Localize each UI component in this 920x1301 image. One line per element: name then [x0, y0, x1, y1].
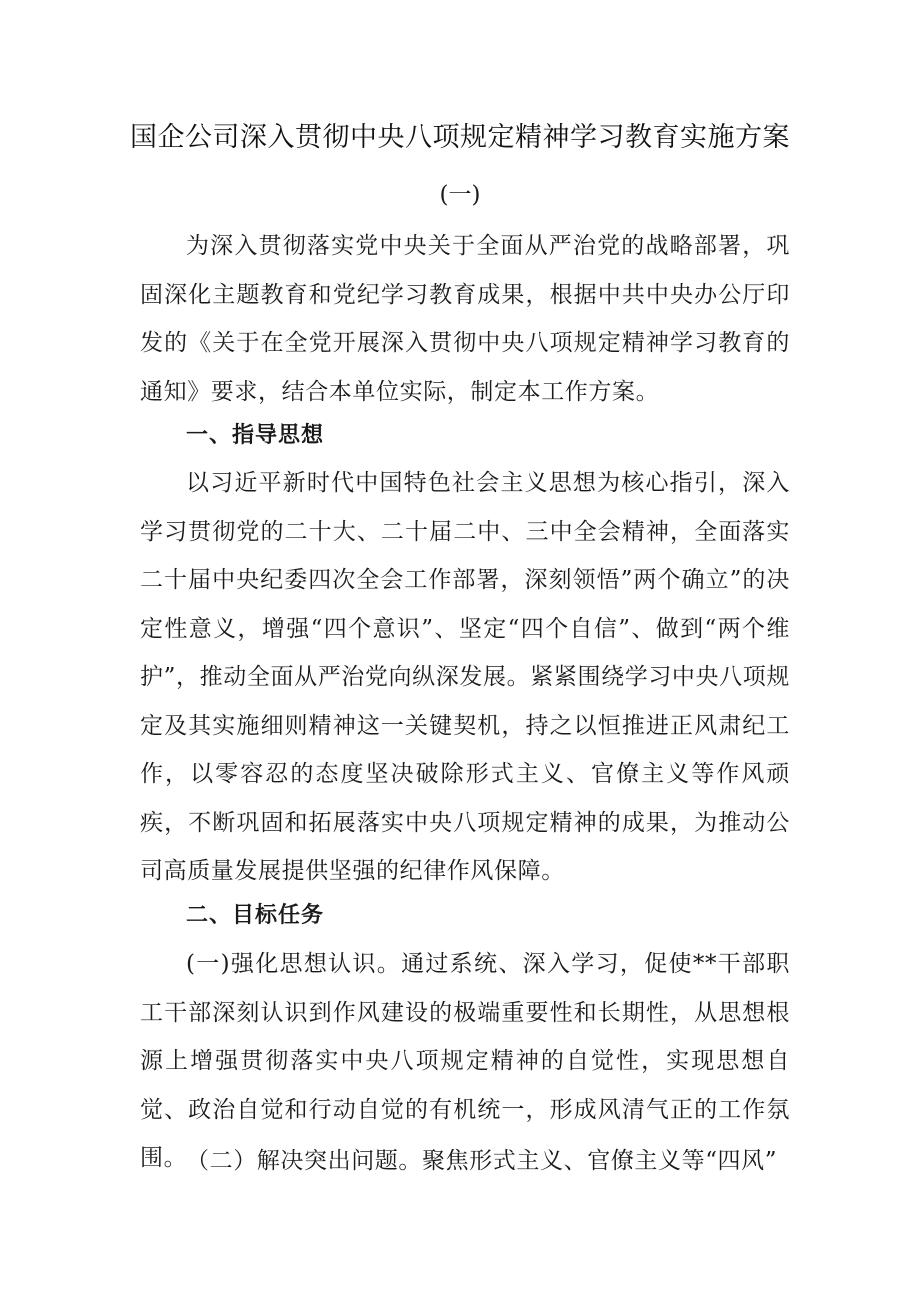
section-heading-guiding-ideology: 一、指导思想 [186, 423, 325, 448]
document-subtitle: (一) [439, 182, 481, 208]
document-title: 国企公司深入贯彻中央八项规定精神学习教育实施方案 [130, 122, 790, 153]
goal-item-2: （二）解决突出问题。聚焦形式主义、官僚主义等“四风” [186, 1148, 778, 1174]
goal-item-1: (一)强化思想认识。通过系统、深入学习，促使**干部职工干部深刻认识到作风建设的极端重要性和长期性，从思想根源上增强贯彻落实中央八项规定精神的自觉性，实现思想自觉、政治自觉和行动自觉的有机统一，形成风清气正的工作氛围。 [140, 951, 790, 1171]
section-heading-goals-tasks: 二、目标任务 [186, 903, 325, 928]
intro-paragraph: 为深入贯彻落实党中央关于全面从严治党的战略部署，巩固深化主题教育和党纪学习教育成果，根据中共中央办公厅印发的《关于在全党开展深入贯彻中央八项规定精神学习教育的通知》要求，结合本单位实际，制定本工作方案。 [140, 233, 790, 405]
guiding-ideology-paragraph: 以习近平新时代中国特色社会主义思想为核心指引，深入学习贯彻党的二十大、二十届二中、三中全会精神，全面落实二十届中央纪委四次全会工作部署，深刻领悟”两个确立”的决定性意义，增强“四个意识”、坚定“四个自信”、做到“两个维护”，推动全面从严治党向纵深发展。紧紧围绕学习中央八项规定及其实施细则精神这一关键契机，持之以恒推进正风肃纪工作，以零容忍的态度坚决破除形式主义、官僚主义等作风顽疾，不断巩固和拓展落实中央八项规定精神的成果，为推动公司高质量发展提供坚强的纪律作风保障。 [140, 470, 790, 884]
